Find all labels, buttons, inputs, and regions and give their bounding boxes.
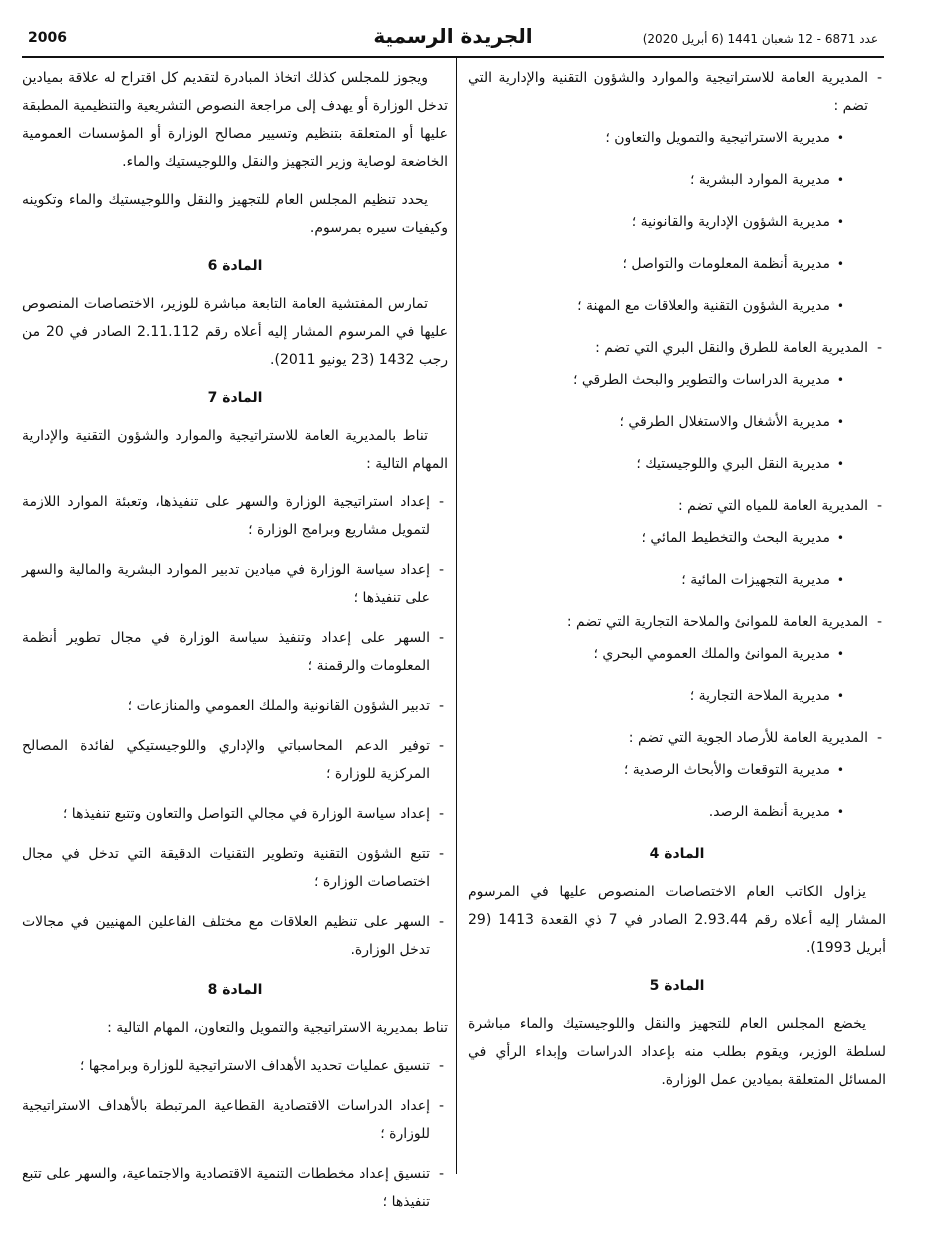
list-item: • مديرية التوقعات والأبحاث الرصدية ؛ xyxy=(468,756,868,784)
sub-directorates xyxy=(468,124,868,320)
directorate-strategy xyxy=(468,64,886,320)
article-4-text: يزاول الكاتب العام الاختصاصات المنصوص عليها في المرسوم المشار إليه أعلاه رقم 2.93.44 الصادر في 7 ذي القعدة 1413 (29 أبريل 1993). xyxy=(468,884,886,956)
list-item: • مديرية الشؤون التقنية والعلاقات مع المهنة ؛ xyxy=(468,292,868,320)
list-item: - تنسيق إعداد مخططات التنمية الاقتصادية والاجتماعية، والسهر على تتبع تنفيذها ؛ xyxy=(22,1160,448,1216)
sub-directorates xyxy=(468,524,868,594)
council-initiative-paragraph: ويجوز للمجلس كذلك اتخاذ المبادرة لتقديم كل اقتراح له علاقة بميادين تدخل الوزارة أو يهدف إلى مراجعة النصوص التشريعية والتنظيمية المطبقة عليها أو المتعلقة بتنظيم وتسيير مصالح الوزارة أو المؤسسات العمومية الخاضعة لوصاية وزير التجهيز والنقل واللوجيستيك والماء. xyxy=(22,70,448,170)
list-item: • مديرية البحث والتخطيط المائي ؛ xyxy=(468,524,868,552)
right-column xyxy=(468,64,886,1104)
article-7-heading: المادة 7 xyxy=(207,390,263,406)
sub-directorates xyxy=(468,640,868,710)
list-item: - تدبير الشؤون القانونية والملك العمومي والمنازعات ؛ xyxy=(22,692,448,720)
directorate-water xyxy=(468,492,886,594)
article-7-intro: تناط بالمديرية العامة للاستراتيجية والموارد والشؤون التقنية والإدارية المهام التالية : xyxy=(22,428,448,472)
list-item: • مديرية النقل البري واللوجيستيك ؛ xyxy=(468,450,868,478)
article-5-text: يخضع المجلس العام للتجهيز والنقل واللوجيستيك والماء مباشرة لسلطة الوزير، ويقوم بطلب منه بإعداد الدراسات وإبداء الرأي في المسائل المتعلقة بميادين عمل الوزارة. xyxy=(468,1016,886,1088)
directorate-title: المديرية العامة للموانئ والملاحة التجارية التي تضم : xyxy=(566,614,868,630)
list-item: - إعداد سياسة الوزارة في ميادين تدبير الموارد البشرية والمالية والسهر على تنفيذها ؛ xyxy=(22,556,448,612)
article-8-intro: تناط بمديرية الاستراتيجية والتمويل والتعاون، المهام التالية : xyxy=(107,1020,448,1036)
sub-directorates xyxy=(468,366,868,478)
page-header xyxy=(22,24,884,58)
article-8-heading: المادة 8 xyxy=(207,982,263,998)
list-item: - إعداد الدراسات الاقتصادية القطاعية المرتبطة بالأهداف الاستراتيجية للوزارة ؛ xyxy=(22,1092,448,1148)
list-item: • مديرية الملاحة التجارية ؛ xyxy=(468,682,868,710)
sub-directorates xyxy=(468,756,868,826)
list-item: • مديرية التجهيزات المائية ؛ xyxy=(468,566,868,594)
list-item: • مديرية الاستراتيجية والتمويل والتعاون ؛ xyxy=(468,124,868,152)
directorate-title: المديرية العامة للمياه التي تضم : xyxy=(678,498,868,514)
list-item: - توفير الدعم المحاسباتي والإداري واللوجيستيكي لفائدة المصالح المركزية للوزارة ؛ xyxy=(22,732,448,788)
directorates-list xyxy=(468,64,886,826)
list-item: • مديرية الموارد البشرية ؛ xyxy=(468,166,868,194)
directorate-title: المديرية العامة للطرق والنقل البري التي تضم : xyxy=(595,340,868,356)
list-item: • مديرية الدراسات والتطوير والبحث الطرقي ؛ xyxy=(468,366,868,394)
directorate-meteorology xyxy=(468,724,886,826)
article-5-heading: المادة 5 xyxy=(649,978,705,994)
article-7-list xyxy=(22,488,448,964)
column-divider xyxy=(456,58,457,1174)
article-6-text: تمارس المفتشية العامة التابعة مباشرة للوزير، الاختصاصات المنصوص عليها في المرسوم المشار إليه أعلاه رقم 2.11.112 الصادر في 20 من رجب 1432 (23 يونيو 2011). xyxy=(22,296,448,368)
list-item: • مديرية أنظمة الرصد. xyxy=(468,798,868,826)
page-number: 2006 xyxy=(28,30,67,46)
list-item: - إعداد سياسة الوزارة في مجالي التواصل والتعاون وتتبع تنفيذها ؛ xyxy=(22,800,448,828)
list-item: - إعداد استراتيجية الوزارة والسهر على تنفيذها، وتعبئة الموارد اللازمة لتمويل مشاريع وبرامج الوزارة ؛ xyxy=(22,488,448,544)
list-item: - تنسيق عمليات تحديد الأهداف الاستراتيجية للوزارة وبرامجها ؛ xyxy=(22,1052,448,1080)
list-item: - السهر على تنظيم العلاقات مع مختلف الفاعلين المهنيين في مجالات تدخل الوزارة. xyxy=(22,908,448,964)
list-item: • مديرية الأشغال والاستغلال الطرقي ؛ xyxy=(468,408,868,436)
list-item: - السهر على إعداد وتنفيذ سياسة الوزارة في مجال تطوير أنظمة المعلومات والرقمنة ؛ xyxy=(22,624,448,680)
council-organization-paragraph: يحدد تنظيم المجلس العام للتجهيز والنقل واللوجيستيك والماء وتكوينه وكيفيات سيره بمرسوم. xyxy=(22,192,448,236)
directorate-title: المديرية العامة للأرصاد الجوية التي تضم : xyxy=(628,730,868,746)
list-item: - تتبع الشؤون التقنية وتطوير التقنيات الدقيقة التي تدخل في مجال اختصاصات الوزارة ؛ xyxy=(22,840,448,896)
list-item: • مديرية أنظمة المعلومات والتواصل ؛ xyxy=(468,250,868,278)
list-item: • مديرية الموانئ والملك العمومي البحري ؛ xyxy=(468,640,868,668)
list-item: • مديرية الشؤون الإدارية والقانونية ؛ xyxy=(468,208,868,236)
article-6-heading: المادة 6 xyxy=(207,258,263,274)
article-8-list xyxy=(22,1052,448,1216)
directorate-roads xyxy=(468,334,886,478)
issue-info: عدد 6871 - 12 شعبان 1441 (6 أبريل 2020) xyxy=(642,32,878,46)
left-column xyxy=(22,64,448,1228)
directorate-title: المديرية العامة للاستراتيجية والموارد والشؤون التقنية والإدارية التي تضم : xyxy=(468,70,868,114)
directorate-ports xyxy=(468,608,886,710)
journal-title: الجريدة الرسمية xyxy=(373,24,533,48)
article-4-heading: المادة 4 xyxy=(649,846,705,862)
